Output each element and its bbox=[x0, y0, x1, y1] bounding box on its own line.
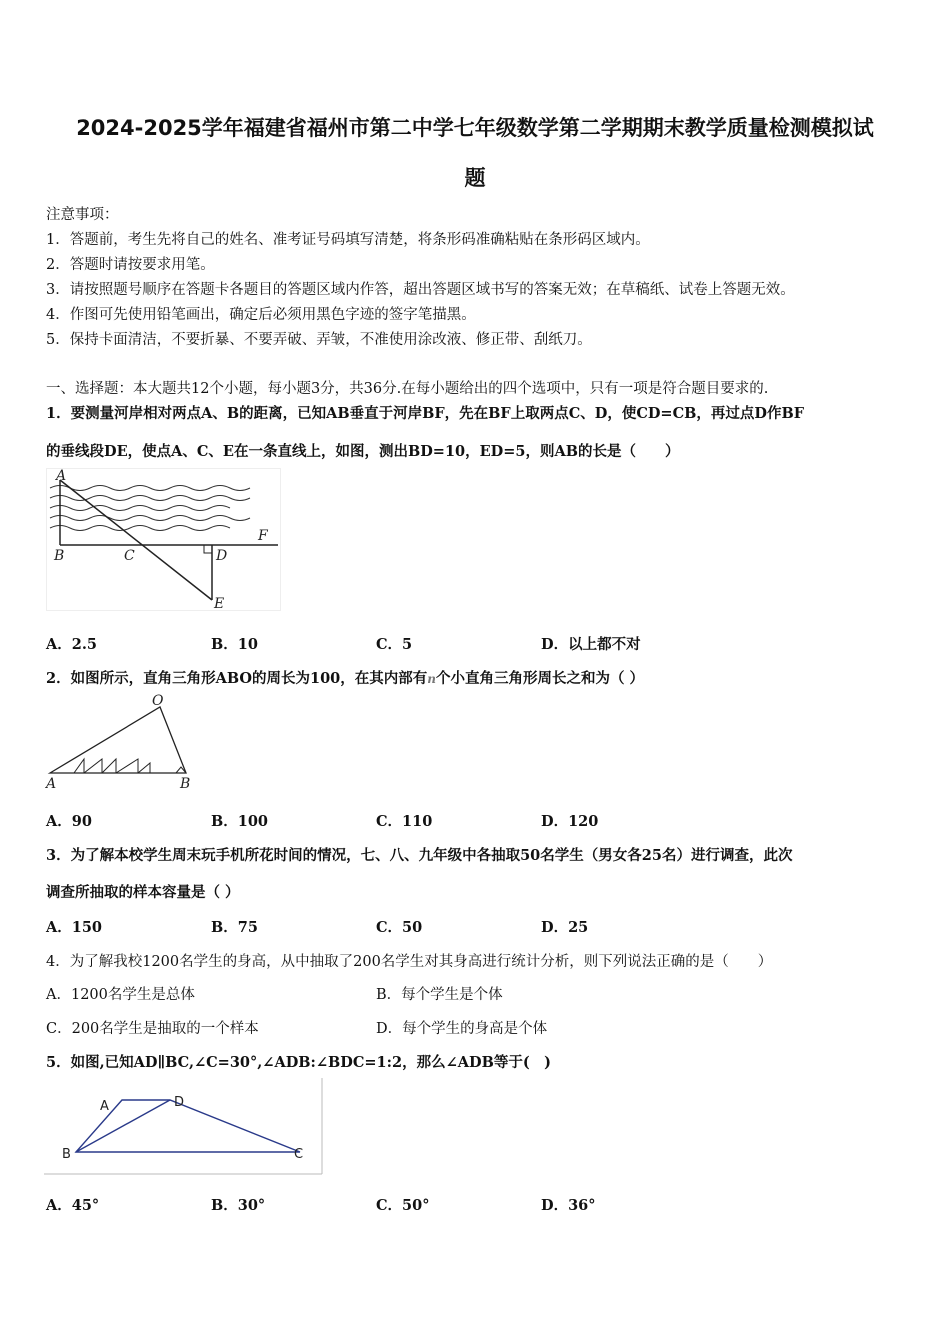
trapezoid-abcd bbox=[76, 1100, 300, 1152]
q5-option-d[interactable]: D．36° bbox=[541, 1197, 596, 1214]
q5-option-c[interactable]: C．50° bbox=[376, 1197, 430, 1214]
q2-option-b[interactable]: B．100 bbox=[211, 813, 269, 830]
label-e: E bbox=[214, 596, 225, 612]
small-triangles bbox=[74, 759, 186, 773]
question-5-text: 5．如图,已知AD∥BC,∠C=30°,∠ADB:∠BDC=1:2，那么∠ADB等于( ) bbox=[46, 1054, 552, 1071]
notice-item: 1．答题前，考生先将自己的姓名、准考证号码填写清楚，将条形码准确粘贴在条形码区域内。 bbox=[46, 232, 650, 248]
section-heading: 一、选择题：本大题共12个小题，每小题3分，共36分.在每小题给出的四个选项中，只有一项是符合题目要求的. bbox=[46, 381, 769, 397]
q2-option-a[interactable]: A．90 bbox=[46, 813, 92, 830]
question-3-text-continued: 调查所抽取的样本容量是（ ） bbox=[46, 884, 240, 901]
q3-option-a[interactable]: A．150 bbox=[46, 919, 103, 936]
q4-option-c[interactable]: C．200名学生是抽取的一个样本 bbox=[46, 1021, 259, 1037]
exam-title-continued: 题 bbox=[464, 166, 486, 190]
label-b: B bbox=[62, 1147, 71, 1162]
q1-option-b[interactable]: B．10 bbox=[211, 636, 258, 653]
question-5-figure bbox=[44, 1078, 324, 1176]
q5-option-a[interactable]: A．45° bbox=[46, 1197, 100, 1214]
q1-option-d[interactable]: D．以上都不对 bbox=[541, 636, 641, 653]
label-a: A bbox=[46, 776, 57, 792]
label-a: A bbox=[56, 468, 67, 484]
q4-option-d[interactable]: D．每个学生的身高是个体 bbox=[376, 1021, 548, 1037]
q2-text-after: 个小直角三角形周长之和为（ ） bbox=[436, 670, 645, 687]
q5-option-b[interactable]: B．30° bbox=[211, 1197, 266, 1214]
triangle-abo bbox=[50, 707, 186, 773]
notice-item: 2．答题时请按要求用笔。 bbox=[46, 257, 215, 273]
river-waves bbox=[50, 486, 250, 531]
right-angle-mark bbox=[204, 545, 212, 553]
label-d: D bbox=[216, 548, 228, 564]
question-1-text: 1．要测量河岸相对两点A、B的距离，已知AB垂直于河岸BF，先在BF上取两点C、D，使CD=CB，再过点D作BF bbox=[46, 405, 804, 422]
q4-option-a[interactable]: A．1200名学生是总体 bbox=[46, 987, 195, 1003]
label-o: O bbox=[152, 693, 164, 709]
q1-option-a[interactable]: A．2.5 bbox=[46, 636, 97, 653]
q3-option-d[interactable]: D．25 bbox=[541, 919, 589, 936]
label-c: C bbox=[294, 1147, 304, 1162]
question-1-figure bbox=[46, 468, 282, 612]
notice-heading: 注意事项： bbox=[46, 207, 119, 223]
q2-text-before: 2．如图所示，直角三角形ABO的周长为100，在其内部有 bbox=[46, 670, 428, 687]
question-3-text: 3．为了解本校学生周末玩手机所花时间的情况，七、八、九年级中各抽取50名学生（男女各25名）进行调查，此次 bbox=[46, 847, 793, 864]
q2-option-d[interactable]: D．120 bbox=[541, 813, 599, 830]
label-c: C bbox=[124, 548, 135, 564]
q2-option-c[interactable]: C．110 bbox=[376, 813, 433, 830]
label-f: F bbox=[258, 528, 268, 544]
notice-item: 5．保持卡面清洁，不要折暴、不要弄破、弄皱，不准使用涂改液、修正带、刮纸刀。 bbox=[46, 332, 592, 348]
q3-option-c[interactable]: C．50 bbox=[376, 919, 423, 936]
n-symbol: n bbox=[427, 672, 436, 686]
question-4-text: 4．为了解我校1200名学生的身高，从中抽取了200名学生对其身高进行统计分析，则下列说法正确的是（ ） bbox=[46, 954, 773, 970]
label-d: D bbox=[174, 1095, 185, 1110]
label-a: A bbox=[100, 1099, 109, 1114]
q4-option-b[interactable]: B．每个学生是个体 bbox=[376, 987, 503, 1003]
q1-option-c[interactable]: C．5 bbox=[376, 636, 413, 653]
q3-option-b[interactable]: B．75 bbox=[211, 919, 258, 936]
question-2-figure bbox=[44, 693, 194, 793]
exam-title: 2024-2025学年福建省福州市第二中学七年级数学第二学期期末教学质量检测模拟试 bbox=[76, 116, 874, 140]
label-b: B bbox=[54, 548, 65, 564]
diagonal-bd bbox=[76, 1100, 170, 1152]
question-1-text-continued: 的垂线段DE，使点A、C、E在一条直线上，如图，测出BD=10，ED=5，则AB的长是（ ） bbox=[46, 443, 680, 460]
question-2-text bbox=[46, 667, 644, 688]
notice-item: 4．作图可先使用铅笔画出，确定后必须用黑色字迹的签字笔描黑。 bbox=[46, 307, 476, 323]
label-b: B bbox=[180, 776, 191, 792]
notice-item: 3．请按照题号顺序在答题卡各题目的答题区域内作答，超出答题区域书写的答案无效；在草稿纸、试卷上答题无效。 bbox=[46, 282, 795, 298]
